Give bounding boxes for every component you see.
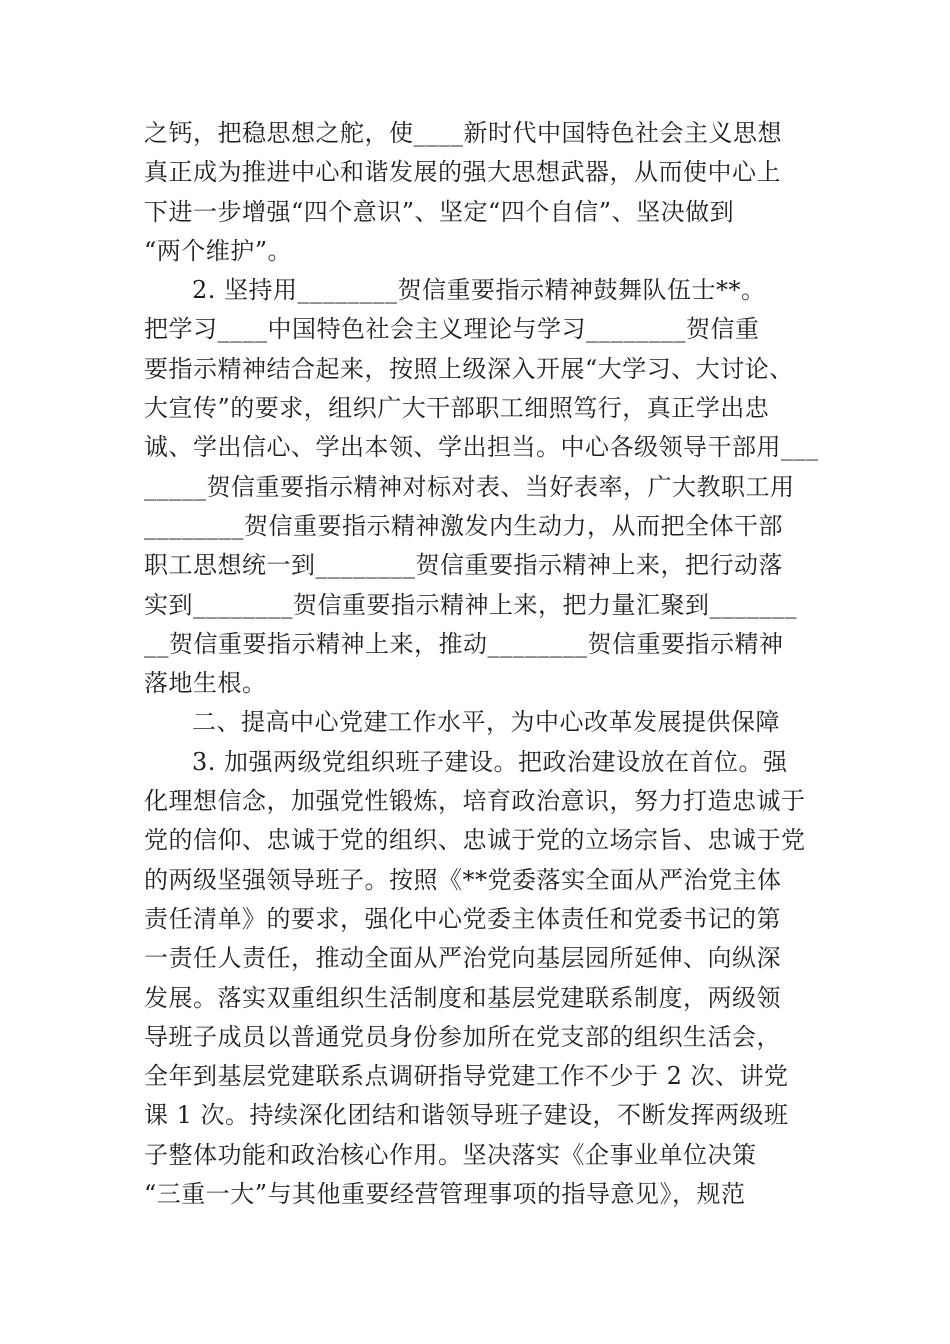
text-line: 党的信仰、忠诚于党的组织、忠诚于党的立场宗旨、忠诚于党 (144, 826, 806, 855)
text-line: 课 1 次。持续深化团结和谐领导班子建设，不断发挥两级班 (144, 1101, 789, 1130)
section-heading-2 (144, 703, 810, 742)
text-line: 责任清单》的要求，强化中心党委主体责任和党委书记的第 (144, 904, 781, 933)
text-line: 诚、学出信心、学出本领、学出担当。中心各级领导干部用___ (144, 433, 819, 462)
text-line: 实到________贺信重要指示精神上来，把力量汇聚到_______ (144, 590, 797, 619)
text-line: 下进一步增强“四个意识”、坚定“四个自信”、坚决做到 (144, 197, 735, 226)
text-line: 要指示精神结合起来，按照上级深入开展“大学习、大讨论、 (144, 354, 794, 383)
text-line: _____贺信重要指示精神对标对表、当好表率，广大教职工用 (144, 472, 795, 501)
text-line: ________贺信重要指示精神激发内生动力，从而把全体干部 (144, 511, 783, 540)
text-line: 大宣传”的要求，组织广大干部职工细照笃行，真正学出忠 (144, 394, 770, 423)
text-line: 发展。落实双重组织生活制度和基层党建联系制度，两级领 (144, 983, 781, 1012)
text-line: __贺信重要指示精神上来，推动________贺信重要指示精神 (144, 629, 784, 658)
text-line: 的两级坚强领导班子。按照《**党委落实全面从严治党主体 (144, 865, 782, 894)
paragraph-continuation (144, 114, 810, 271)
text-line: 把学习____中国特色社会主义理论与学习________贺信重 (144, 315, 760, 344)
text-line: 子整体功能和政治核心作用。坚决落实《企事业单位决策 (144, 1140, 757, 1169)
text-line: 职工思想统一到________贺信重要指示精神上来，把行动落 (144, 551, 783, 580)
text-line: 2. 坚持用________贺信重要指示精神鼓舞队伍士**。 (192, 276, 766, 305)
text-line: 落地生根。 (144, 669, 267, 698)
text-line: “三重一大”与其他重要经营管理事项的指导意见》，规范 (144, 1180, 746, 1209)
paragraph-item-2 (144, 271, 819, 703)
text-line: 之钙，把稳思想之舵，使____新时代中国特色社会主义思想 (144, 119, 782, 147)
paragraph-item-3 (144, 743, 810, 1215)
document-page (144, 114, 819, 1214)
text-line: 化理想信念，加强党性锻炼，培育政治意识，努力打造忠诚于 (144, 787, 806, 816)
text-line: 一责任人责任，推动全面从严治党向基层园所延伸、向纵深 (144, 944, 781, 973)
text-line: 真正成为推进中心和谐发展的强大思想武器，从而使中心上 (144, 158, 781, 187)
text-line: “两个维护”。 (144, 236, 293, 265)
text-line: 导班子成员以普通党员身份参加所在党支部的组织生活会， (144, 1022, 781, 1051)
text-line: 全年到基层党建联系点调研指导党建工作不少于 2 次、讲党 (144, 1062, 789, 1091)
text-line: 3. 加强两级党组织班子建设。把政治建设放在首位。强 (192, 747, 788, 776)
text-line: 二、提高中心党建工作水平，为中心改革发展提供保障 (192, 708, 780, 737)
